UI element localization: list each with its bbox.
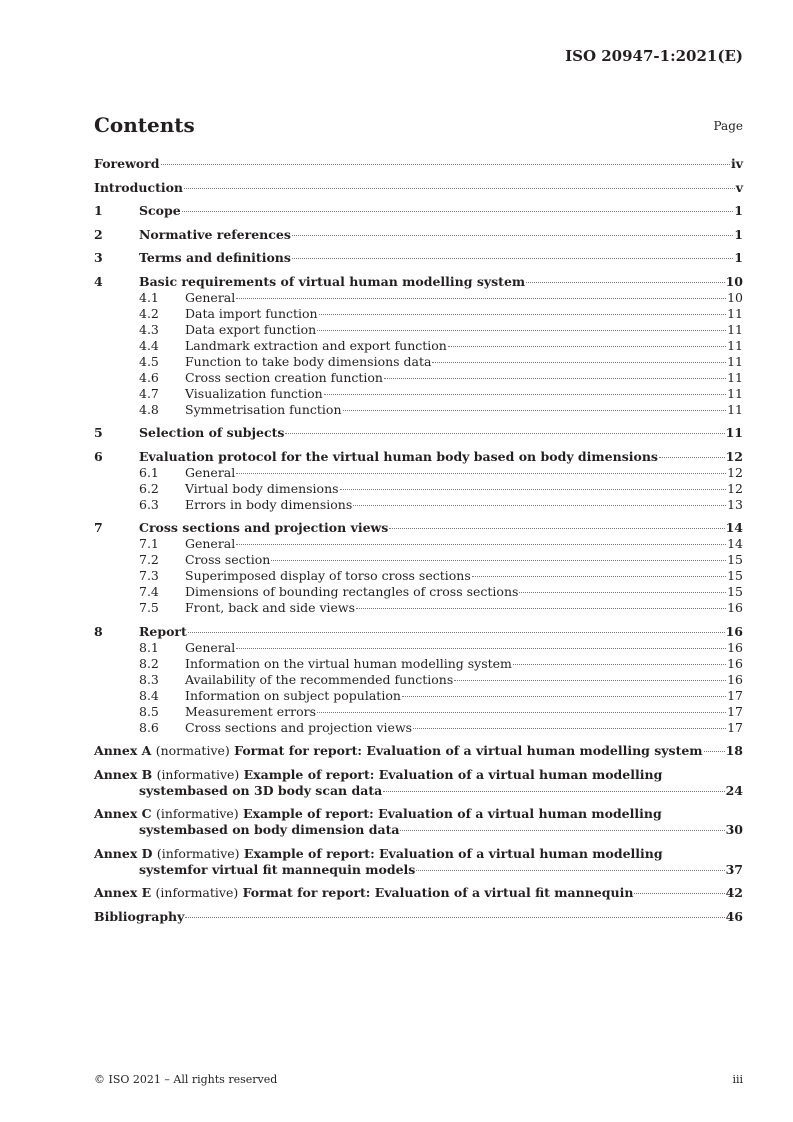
- toc-entry[interactable]: [94, 156, 743, 172]
- toc-subentry[interactable]: [94, 536, 743, 552]
- annex-name: Annex C: [94, 806, 152, 821]
- toc-subentry[interactable]: [94, 354, 743, 370]
- dot-leader: [384, 378, 726, 379]
- toc-number: 4.5: [139, 353, 159, 369]
- toc-page: 12: [727, 480, 743, 496]
- table-of-contents: [94, 156, 743, 925]
- dot-leader: [389, 528, 724, 529]
- toc-number: 8.2: [139, 655, 159, 671]
- annex-label: [94, 743, 703, 759]
- toc-label: Errors in body dimensions: [185, 496, 353, 512]
- toc-number: 4.4: [139, 337, 159, 353]
- toc-page: 12: [727, 464, 743, 480]
- toc-number: 4.6: [139, 369, 159, 385]
- toc-page: 11: [727, 385, 743, 401]
- toc-number: 8.5: [139, 703, 159, 719]
- toc-subentry[interactable]: [94, 656, 743, 672]
- dot-leader: [383, 791, 724, 792]
- dot-leader: [634, 893, 724, 894]
- toc-page: 16: [727, 655, 743, 671]
- toc-entry[interactable]: [94, 227, 743, 243]
- annex-entry-continuation[interactable]: [94, 862, 743, 878]
- annex-title: Example of report: Evaluation of a virtual human modelling: [243, 766, 663, 782]
- toc-page: 16: [725, 623, 743, 639]
- toc-number: 3: [94, 250, 103, 265]
- toc-subentry[interactable]: [94, 552, 743, 568]
- toc-entry[interactable]: [94, 520, 743, 536]
- dot-leader: [236, 648, 726, 649]
- toc-number: 7.4: [139, 584, 159, 599]
- toc-label: General: [185, 536, 236, 551]
- annex-entry[interactable]: [94, 846, 743, 862]
- toc-page: 10: [727, 289, 743, 305]
- dot-leader: [185, 917, 724, 918]
- toc-subentry[interactable]: [94, 568, 743, 584]
- toc-label: Information on subject population: [185, 687, 401, 703]
- page-number: iii: [732, 1073, 743, 1086]
- toc-number: 7.5: [139, 600, 159, 615]
- toc-label: Basic requirements of virtual human modelling system: [139, 273, 526, 289]
- toc-label: Introduction: [94, 179, 184, 195]
- toc-subentry[interactable]: [94, 600, 743, 616]
- toc-subentry[interactable]: [94, 640, 743, 656]
- toc-label: Dimensions of bounding rectangles of cross sections: [185, 584, 519, 599]
- annex-title-continued: systemfor virtual fit mannequin models: [139, 861, 416, 877]
- annex-title-continued: systembased on body dimension data: [139, 822, 400, 837]
- toc-subentry[interactable]: [94, 370, 743, 386]
- toc-page: 16: [727, 600, 743, 615]
- toc-number: 4.7: [139, 385, 159, 401]
- annex-page: 42: [725, 885, 743, 900]
- document-id: ISO 20947-1:2021(E): [565, 47, 743, 65]
- toc-label: Landmark extraction and export function: [185, 337, 447, 353]
- toc-number: 7.1: [139, 536, 159, 551]
- toc-number: 2: [94, 226, 103, 242]
- toc-page: 17: [727, 719, 743, 735]
- annex-type: (informative): [156, 845, 240, 861]
- toc-number: 6.3: [139, 496, 159, 512]
- toc-number: 7.2: [139, 552, 159, 567]
- annex-type: (informative): [155, 806, 239, 821]
- toc-label: Cross section: [185, 552, 271, 567]
- toc-label: Symmetrisation function: [185, 401, 342, 417]
- toc-subentry[interactable]: [94, 338, 743, 354]
- toc-page: 14: [725, 520, 743, 535]
- annex-type: (informative): [156, 766, 240, 782]
- toc-page: 11: [727, 353, 743, 369]
- annex-title-continued: systembased on 3D body scan data: [139, 782, 383, 798]
- toc-page: 16: [727, 639, 743, 655]
- dot-leader: [292, 235, 733, 236]
- annex-name: Annex D: [94, 845, 153, 861]
- toc-entry[interactable]: [94, 250, 743, 266]
- annex-title: Format for report: Evaluation of a virtual fit mannequin: [242, 885, 634, 900]
- toc-label: Availability of the recommended functions: [185, 671, 454, 687]
- dot-leader: [402, 696, 726, 697]
- toc-subentry[interactable]: [94, 465, 743, 481]
- toc-label: Measurement errors: [185, 703, 317, 719]
- toc-page: 11: [727, 401, 743, 417]
- toc-page: 13: [727, 496, 743, 512]
- annex-page: 18: [725, 743, 743, 758]
- annex-entry[interactable]: [94, 767, 743, 783]
- toc-label: Scope: [139, 203, 181, 218]
- toc-label: Information on the virtual human modelling system: [185, 655, 512, 671]
- dot-leader: [317, 330, 726, 331]
- dot-leader: [413, 728, 726, 729]
- annex-page: 24: [725, 782, 743, 798]
- toc-subentry[interactable]: [94, 481, 743, 497]
- toc-number: 8.4: [139, 687, 159, 703]
- dot-leader: [343, 410, 727, 411]
- dot-leader: [317, 712, 726, 713]
- toc-page: 12: [725, 448, 743, 464]
- toc-entry[interactable]: [94, 274, 743, 290]
- toc-entry-bibliography[interactable]: [94, 909, 743, 925]
- toc-subentry[interactable]: [94, 720, 743, 736]
- toc-label: Data export function: [185, 321, 317, 337]
- toc-label: General: [185, 289, 236, 305]
- toc-page: 1: [734, 203, 743, 218]
- toc-subentry[interactable]: [94, 322, 743, 338]
- dot-leader: [319, 314, 726, 315]
- toc-page: 11: [727, 321, 743, 337]
- toc-subentry[interactable]: [94, 402, 743, 418]
- toc-entry[interactable]: [94, 425, 743, 441]
- toc-entry[interactable]: [94, 449, 743, 465]
- toc-label: General: [185, 464, 236, 480]
- toc-label: Front, back and side views: [185, 600, 356, 615]
- toc-entry[interactable]: [94, 203, 743, 219]
- toc-page: 11: [725, 425, 743, 440]
- toc-label: Normative references: [139, 226, 291, 242]
- copyright-notice: © ISO 2021 – All rights reserved: [94, 1073, 278, 1086]
- dot-leader: [454, 680, 726, 681]
- toc-subentry[interactable]: [94, 306, 743, 322]
- toc-number: 4.2: [139, 305, 159, 321]
- dot-leader: [353, 505, 726, 506]
- toc-label: Cross sections and projection views: [185, 719, 413, 735]
- annex-label: [94, 885, 633, 901]
- toc-page: 11: [727, 369, 743, 385]
- annex-name: Annex E: [94, 885, 152, 900]
- dot-leader: [526, 282, 724, 283]
- toc-label: Report: [139, 623, 187, 639]
- toc-label: Selection of subjects: [139, 425, 285, 440]
- toc-label: Bibliography: [94, 908, 185, 924]
- page-column-label: Page: [713, 119, 743, 133]
- dot-leader: [236, 473, 726, 474]
- toc-number: 4: [94, 273, 103, 289]
- dot-leader: [182, 211, 734, 212]
- toc-page: 14: [727, 536, 743, 551]
- dot-leader: [188, 632, 725, 633]
- dot-leader: [356, 608, 726, 609]
- annex-entry[interactable]: [94, 885, 743, 901]
- toc-number: 1: [94, 203, 103, 218]
- toc-page: 1: [734, 226, 743, 242]
- toc-label: Function to take body dimensions data: [185, 353, 432, 369]
- dot-leader: [271, 560, 726, 561]
- toc-page: 16: [727, 671, 743, 687]
- toc-number: 7: [94, 520, 103, 535]
- annex-page: 37: [725, 861, 743, 877]
- toc-page: 15: [727, 552, 743, 567]
- toc-number: 4.3: [139, 321, 159, 337]
- dot-leader: [285, 433, 724, 434]
- toc-page: v: [735, 179, 743, 195]
- dot-leader: [184, 188, 735, 189]
- annex-entry-continuation[interactable]: [94, 822, 743, 838]
- toc-page: 15: [727, 568, 743, 583]
- toc-label: Cross section creation function: [185, 369, 383, 385]
- toc-page: 11: [727, 337, 743, 353]
- dot-leader: [324, 394, 726, 395]
- toc-number: 6.2: [139, 480, 159, 496]
- toc-subentry[interactable]: [94, 704, 743, 720]
- toc-subentry[interactable]: [94, 497, 743, 513]
- toc-subentry[interactable]: [94, 386, 743, 402]
- toc-page: 1: [734, 250, 743, 265]
- toc-label: Cross sections and projection views: [139, 520, 389, 535]
- toc-page: 17: [727, 687, 743, 703]
- toc-entry[interactable]: [94, 624, 743, 640]
- toc-label: Data import function: [185, 305, 318, 321]
- annex-entry[interactable]: [94, 743, 743, 759]
- dot-leader: [448, 346, 726, 347]
- toc-entry[interactable]: [94, 180, 743, 196]
- dot-leader: [400, 830, 724, 831]
- toc-page: iv: [730, 156, 743, 171]
- annex-title: Example of report: Evaluation of a virtual human modelling: [243, 845, 663, 861]
- dot-leader: [161, 164, 730, 165]
- page-title: Contents: [94, 113, 195, 137]
- dot-leader: [704, 751, 725, 752]
- toc-label: Foreword: [94, 156, 160, 171]
- toc-subentry[interactable]: [94, 688, 743, 704]
- dot-leader: [432, 362, 726, 363]
- dot-leader: [519, 592, 726, 593]
- toc-number: 8.6: [139, 719, 159, 735]
- annex-name: Annex A: [94, 743, 152, 758]
- toc-page: 17: [727, 703, 743, 719]
- annex-name: Annex B: [94, 766, 153, 782]
- toc-number: 6.1: [139, 464, 159, 480]
- toc-page: 46: [725, 908, 743, 924]
- dot-leader: [236, 544, 726, 545]
- dot-leader: [292, 258, 733, 259]
- toc-label: Virtual body dimensions: [185, 480, 339, 496]
- toc-number: 7.3: [139, 568, 159, 583]
- toc-number: 5: [94, 425, 103, 440]
- toc-label: Terms and definitions: [139, 250, 291, 265]
- annex-page: 30: [725, 822, 743, 837]
- toc-number: 4.1: [139, 289, 159, 305]
- annex-title: Format for report: Evaluation of a virtual human modelling system: [234, 743, 703, 758]
- toc-label: Superimposed display of torso cross sections: [185, 568, 471, 583]
- annex-type: (informative): [155, 885, 239, 900]
- toc-page: 10: [725, 273, 743, 289]
- toc-subentry[interactable]: [94, 584, 743, 600]
- dot-leader: [513, 664, 726, 665]
- toc-label: General: [185, 639, 236, 655]
- dot-leader: [340, 489, 727, 490]
- dot-leader: [472, 576, 726, 577]
- toc-page: 15: [727, 584, 743, 599]
- annex-entry[interactable]: [94, 806, 743, 822]
- toc-number: 8: [94, 623, 103, 639]
- toc-label: Visualization function: [185, 385, 323, 401]
- annex-entry-continuation[interactable]: [94, 783, 743, 799]
- toc-subentry[interactable]: [94, 672, 743, 688]
- dot-leader: [416, 870, 724, 871]
- toc-page: 11: [727, 305, 743, 321]
- toc-number: 8.3: [139, 671, 159, 687]
- toc-label: Evaluation protocol for the virtual human body based on body dimensions: [139, 448, 658, 464]
- annex-title: Example of report: Evaluation of a virtual human modelling: [243, 806, 662, 821]
- toc-number: 8.1: [139, 639, 159, 655]
- toc-number: 6: [94, 448, 103, 464]
- dot-leader: [659, 457, 725, 458]
- toc-number: 4.8: [139, 401, 159, 417]
- annex-type: (normative): [155, 743, 230, 758]
- dot-leader: [236, 298, 726, 299]
- toc-subentry[interactable]: [94, 290, 743, 306]
